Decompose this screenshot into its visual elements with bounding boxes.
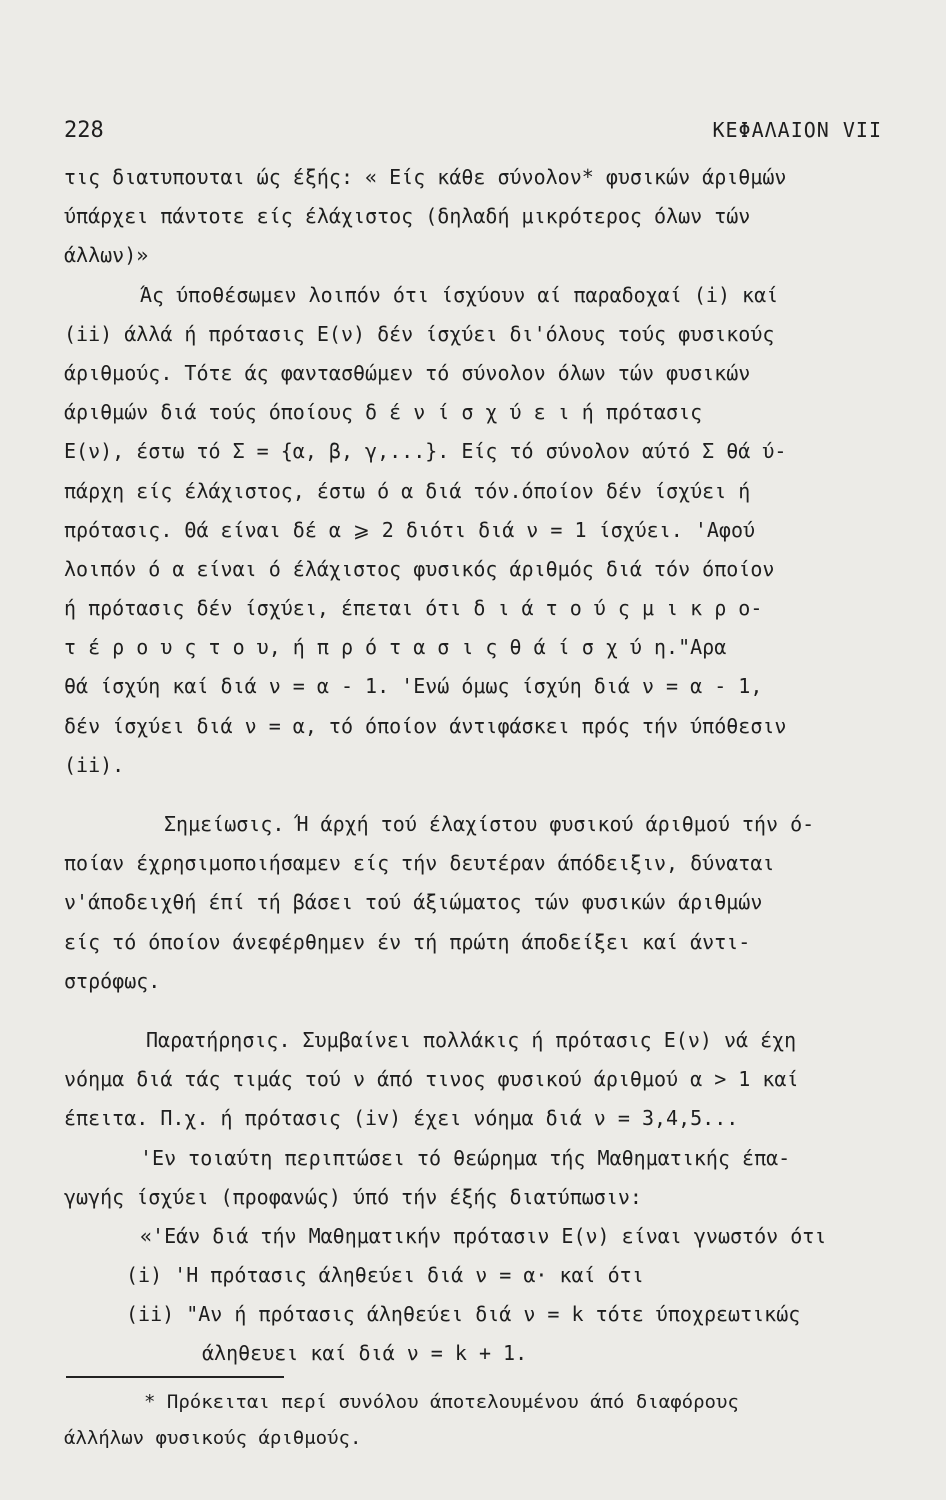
text-line: πρότασις. Θά είναι δέ α ⩾ 2 διότι διά ν = 1 ίσχύει. 'Αφού	[64, 517, 756, 542]
text-line: 'Εν τοιαύτη περιπτώσει τό θεώρημα τής Μαθηματικής έπα-	[140, 1145, 791, 1170]
text-line: ν'άποδειχθή έπί τή βάσει τού άξιώματος τών φυσικών άριθμών	[64, 890, 763, 915]
footnote-line: * Πρόκειται περί συνόλου άποτελουμένου άπό διαφόρους	[144, 1391, 739, 1413]
text-line: τ έ ρ ο υ ς τ ο υ, ή π ρ ό τ α σ ι ς θ ά ί σ χ ύ η."Αρα	[64, 635, 727, 660]
text-line: δέν ίσχύει διά ν = α, τό όποίον άντιφάσκει πρός τήν ύπόθεσιν	[64, 713, 787, 738]
text-line: άριθμούς. Τότε άς φαντασθώμεν τό σύνολον όλων τών φυσικών	[64, 360, 751, 385]
text-line: ποίαν έχρησιμοποιήσαμεν είς τήν δευτέραν άπόδειξιν, δύναται	[64, 851, 775, 876]
footnote-divider	[66, 1376, 284, 1378]
text-line: Άς ύποθέσωμεν λοιπόν ότι ίσχύουν αί παραδοχαί (i) καί	[140, 282, 779, 307]
text-line: γωγής ίσχύει (προφανώς) ύπό τήν έξής διατύπωσιν:	[64, 1184, 642, 1209]
text-line: νόημα διά τάς τιμάς τού ν άπό τινος φυσικού άριθμού α > 1 καί	[64, 1067, 799, 1092]
text-line: (ii) άλλά ή πρότασις Ε(ν) δέν ίσχύει δι'όλους τούς φυσικούς	[64, 321, 775, 346]
text-line: (i) 'Η πρότασις άληθεύει διά ν = α· καί ότι	[126, 1263, 644, 1288]
body-text	[64, 158, 902, 1374]
text-line: στρόφως.	[64, 968, 161, 993]
text-line: τις διατυπουται ώς έξής: « Είς κάθε σύνολον* φυσικών άριθμών	[64, 165, 787, 189]
paragraph-gap	[64, 785, 902, 805]
text-line: ύπάρχει πάντοτε είς έλάχιστος (δηλαδή μικρότερος όλων τών	[64, 204, 751, 229]
text-line: είς τό όποίον άνεφέρθημεν έν τή πρώτη άποδείξει καί άντι-	[64, 929, 751, 954]
page-number: 228	[64, 118, 104, 143]
footnote-line: άλλήλων φυσικούς άριθμούς.	[64, 1427, 362, 1449]
text-line: (ii).	[64, 752, 125, 777]
text-line: άληθευει καί διά ν = k + 1.	[202, 1341, 528, 1366]
text-line: (ii) "Αν ή πρότασις άληθεύει διά ν = k τότε ύποχρεωτικώς	[126, 1302, 801, 1327]
paragraph-gap	[64, 1001, 902, 1021]
text-line: Παρατήρησις. Συμβαίνει πολλάκις ή πρότασις Ε(ν) νά έχη	[146, 1027, 797, 1052]
text-line: ή πρότασις δέν ίσχύει, έπεται ότι δ ι ά τ ο ύ ς μ ι κ ρ ο-	[64, 596, 763, 621]
text-line: άριθμών διά τούς όποίους δ έ ν ί σ χ ύ ε ι ή πρότασις	[64, 400, 703, 425]
text-line: «'Εάν διά τήν Μαθηματικήν πρότασιν Ε(ν) είναι γνωστόν ότι	[140, 1223, 827, 1248]
text-line: άλλων)»	[64, 243, 149, 268]
text-line: Ε(ν), έστω τό Σ = {α, β, γ,...}. Είς τό σύνολον αύτό Σ θά ύ-	[64, 439, 787, 464]
text-line: έπειτα. Π.χ. ή πρότασις (iv) έχει νόημα διά ν = 3,4,5...	[64, 1106, 739, 1131]
text-line: πάρχη είς έλάχιστος, έστω ό α διά τόν.όποίον δέν ίσχύει ή	[64, 478, 751, 503]
text-line: λοιπόν ό α είναι ό έλάχιστος φυσικός άριθμός διά τόν όποίον	[64, 556, 775, 581]
text-line: θά ίσχύη καί διά ν = α - 1. 'Ενώ όμως ίσχύη διά ν = α - 1,	[64, 674, 763, 699]
footnote	[64, 1384, 904, 1456]
text-line: Σημείωσις. Ή άρχή τού έλαχίστου φυσικού άριθμού τήν ό-	[164, 812, 815, 836]
running-head: ΚΕΦΑΛΑΙΟΝ VII	[712, 118, 882, 142]
